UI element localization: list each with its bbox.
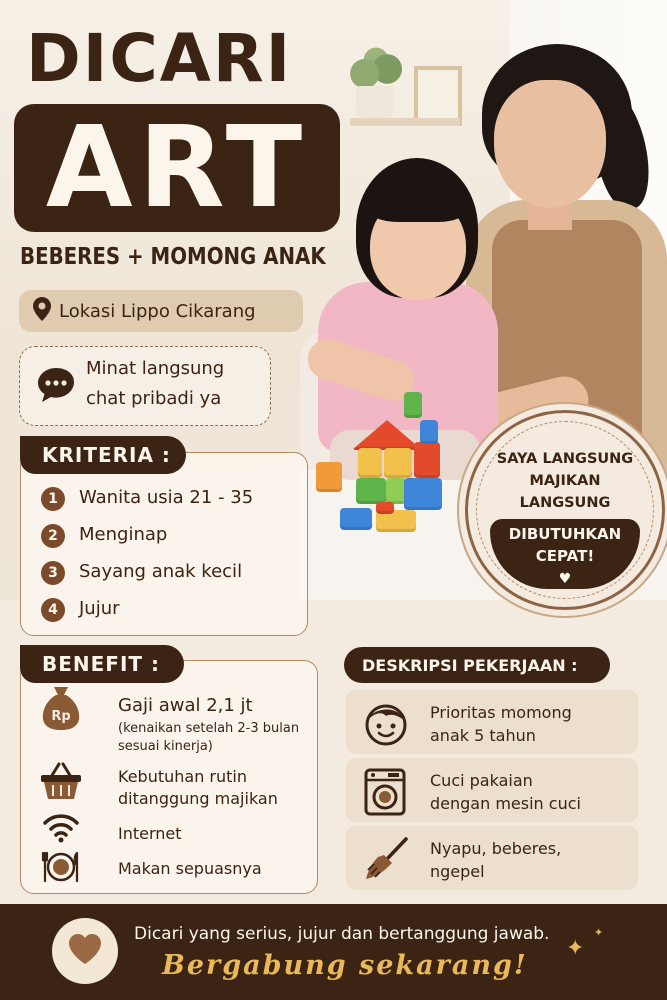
toy-block xyxy=(420,420,438,444)
toy-block xyxy=(316,462,342,492)
benefit-internet: Internet xyxy=(118,824,182,843)
toy-block xyxy=(340,508,372,530)
toy-block xyxy=(356,478,386,504)
location-pin-icon xyxy=(33,297,51,325)
footer-heart-badge xyxy=(52,918,118,984)
deskripsi-card xyxy=(346,758,638,822)
toy-block xyxy=(376,502,394,514)
contact-line-1: Minat langsung xyxy=(86,358,225,379)
wifi-icon xyxy=(43,813,79,847)
plant-pot xyxy=(356,86,394,118)
picture-frame xyxy=(414,66,462,126)
kriteria-title: KRITERIA : xyxy=(20,436,186,474)
kriteria-number: 3 xyxy=(41,561,65,585)
deskripsi-line-2: anak 5 tahun xyxy=(430,726,536,745)
child-face-icon xyxy=(362,700,410,750)
benefit-needs-line-1: Kebutuhan rutin xyxy=(118,767,247,786)
deskripsi-line-2: dengan mesin cuci xyxy=(430,794,581,813)
footer-banner xyxy=(0,904,667,1000)
deskripsi-line-2: ngepel xyxy=(430,862,485,881)
chat-bubble-icon xyxy=(36,365,76,409)
seal-line-2: MAJIKAN xyxy=(529,473,601,489)
kriteria-item: Sayang anak kecil xyxy=(79,561,243,582)
toy-block xyxy=(384,448,412,478)
deskripsi-line-1: Nyapu, beberes, xyxy=(430,839,562,858)
title-art: ART xyxy=(45,103,309,233)
girl-bangs xyxy=(368,178,468,222)
benefit-panel xyxy=(20,660,318,894)
seal-line-1: SAYA LANGSUNG xyxy=(496,451,634,467)
benefit-needs-line-2: ditanggung majikan xyxy=(118,789,278,808)
sparkle-icon: ✦ xyxy=(566,936,585,961)
subtitle: BEBERES + MOMONG ANAK xyxy=(20,244,326,270)
toy-block xyxy=(414,442,440,478)
kriteria-number: 2 xyxy=(41,524,65,548)
seal-badge xyxy=(465,410,665,610)
money-bag-icon xyxy=(41,685,81,735)
benefit-food: Makan sepuasnya xyxy=(118,859,262,878)
sparkle-icon: ✦ xyxy=(594,926,604,939)
footer-cta: Bergabung sekarang! xyxy=(162,950,528,981)
deskripsi-line-1: Prioritas momong xyxy=(430,703,572,722)
benefit-salary: Gaji awal 2,1 jt xyxy=(118,695,253,716)
deskripsi-card xyxy=(346,826,638,890)
seal-line-3: LANGSUNG xyxy=(519,495,611,511)
contact-line-2: chat pribadi ya xyxy=(86,388,222,409)
shelf xyxy=(350,118,460,126)
toy-block xyxy=(404,478,442,510)
heart-icon: ♥ xyxy=(558,571,572,587)
food-plate-icon xyxy=(39,845,81,889)
woman-face xyxy=(494,80,606,208)
broom-icon xyxy=(362,836,410,888)
footer-tagline: Dicari yang serius, jujur dan bertanggung jawab. xyxy=(134,924,550,944)
heart-icon xyxy=(67,933,103,969)
kriteria-item: Wanita usia 21 - 35 xyxy=(79,487,254,508)
benefit-salary-note-2: sesuai kinerja) xyxy=(118,739,213,754)
deskripsi-title: DESKRIPSI PEKERJAAN : xyxy=(344,647,610,683)
toy-block xyxy=(386,478,406,504)
title-art-box xyxy=(14,104,340,232)
kriteria-panel xyxy=(20,452,308,636)
kriteria-number: 4 xyxy=(41,598,65,622)
location-badge xyxy=(19,290,303,332)
urgent-line-2: CEPAT! xyxy=(535,547,595,565)
title-dicari: DICARI xyxy=(26,20,293,97)
kriteria-item: Menginap xyxy=(79,524,168,545)
deskripsi-card xyxy=(346,690,638,754)
toy-block xyxy=(404,392,422,418)
benefit-title: BENEFIT : xyxy=(20,645,184,683)
location-text: Lokasi Lippo Cikarang xyxy=(59,300,256,322)
contact-box xyxy=(19,346,271,426)
washing-machine-icon xyxy=(362,768,408,820)
deskripsi-line-1: Cuci pakaian xyxy=(430,771,533,790)
urgent-line-1: DIBUTUHKAN xyxy=(508,525,622,543)
money-bag-label: Rp xyxy=(51,709,71,724)
basket-icon xyxy=(39,761,83,805)
kriteria-number: 1 xyxy=(41,487,65,511)
kriteria-item: Jujur xyxy=(79,598,120,619)
benefit-salary-note-1: (kenaikan setelah 2-3 bulan xyxy=(118,721,300,736)
toy-block xyxy=(358,448,382,478)
